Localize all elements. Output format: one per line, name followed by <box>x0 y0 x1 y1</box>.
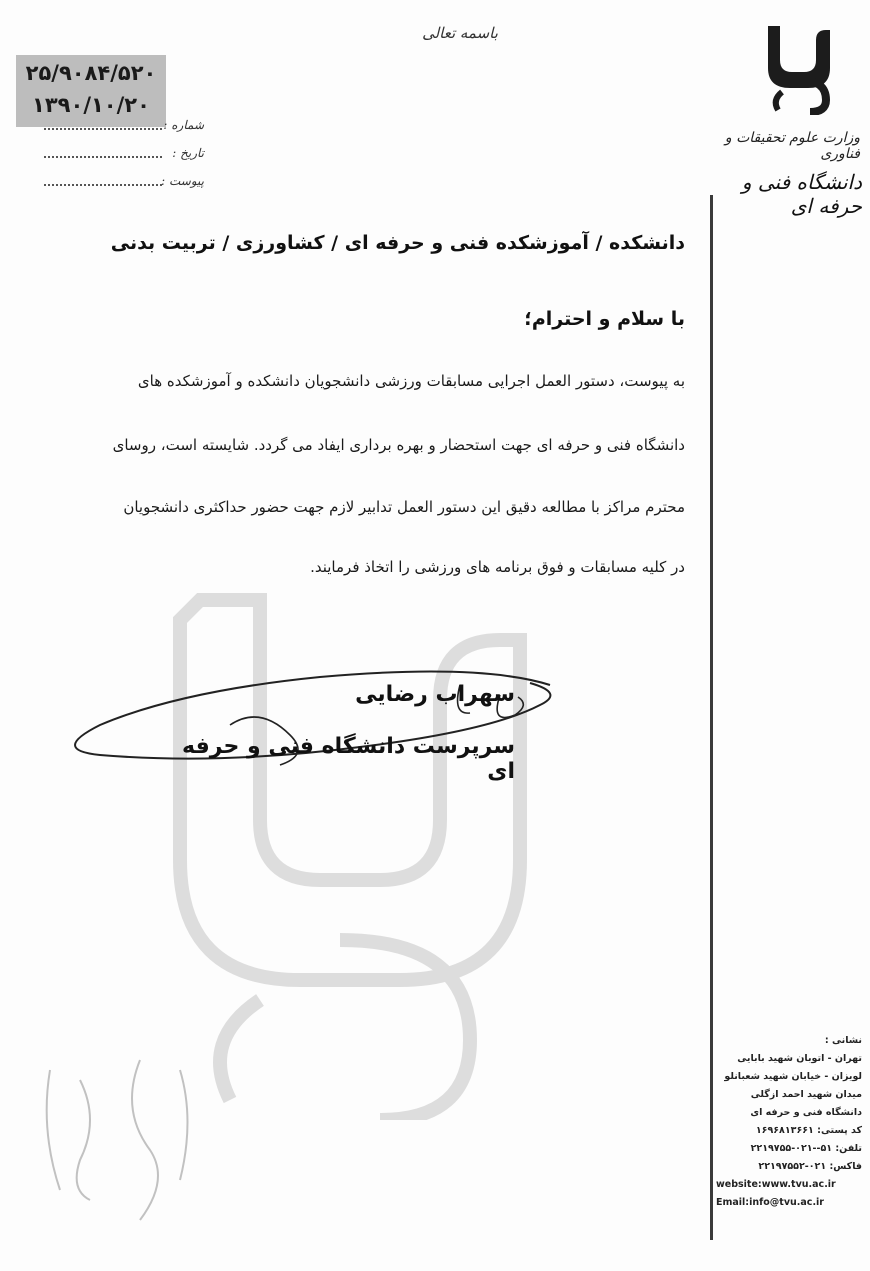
contact-address-block <box>716 1032 862 1212</box>
meta-date-label: تاریخ : <box>172 146 204 160</box>
address-line: لویزان - خیابان شهید شعبانلو <box>724 1071 862 1082</box>
ministry-name: وزارت علوم تحقیقات و فناوری <box>724 130 860 162</box>
university-name: دانشگاه فنی و حرفه ای <box>741 170 862 218</box>
university-logo-icon <box>760 20 850 115</box>
letter-body-line: دانشگاه فنی و حرفه ای جهت استحضار و بهره برداری ایفاد می گردد. شایسته است، روسای <box>112 436 685 454</box>
signer-name: سهراب رضایی <box>355 682 515 707</box>
invocation-heading: باسمه تعالی <box>422 24 498 42</box>
meta-date-dots <box>44 156 162 158</box>
meta-attachment-label: پیوست : <box>161 174 204 188</box>
letter-body-line: محترم مراکز با مطالعه دقیق این دستور العمل تدابیر لازم جهت حضور حداکثری دانشجویان <box>123 498 685 516</box>
phone-number: تلفن: ۵۱--۰۲۱-۲۲۱۹۷۵۵ <box>750 1143 862 1154</box>
margin-handwriting <box>20 1030 220 1230</box>
meta-attachment-field <box>44 174 204 194</box>
address-line: دانشگاه فنی و حرفه ای <box>750 1107 862 1118</box>
stamp-number: ۲۵/۹۰۸۴/۵۲۰ <box>25 61 157 85</box>
meta-date-field <box>44 146 204 166</box>
letter-greeting: با سلام و احترام؛ <box>524 308 685 330</box>
stamp-date: ۱۳۹۰/۱۰/۲۰ <box>32 93 150 117</box>
address-heading: نشانی : <box>824 1035 862 1046</box>
meta-number-field <box>44 118 204 138</box>
address-line: تهران - اتوبان شهید بابایی <box>737 1053 862 1064</box>
postal-code: کد پستی: ۱۶۹۶۸۱۳۶۶۱ <box>755 1125 862 1136</box>
meta-number-label: شماره : <box>163 118 204 132</box>
letter-body-line: به پیوست، دستور العمل اجرایی مسابقات ورزشی دانشجویان دانشکده و آموزشکده های <box>137 372 685 390</box>
signer-title: سرپرست دانشگاه فنی و حرفه ای <box>182 734 515 784</box>
letter-body-line: در کلیه مسابقات و فوق برنامه های ورزشی را اتخاذ فرمایند. <box>310 558 685 576</box>
fax-number: فاکس: ۰۲۱-۲۲۱۹۷۵۵۲ <box>758 1161 862 1172</box>
margin-divider <box>710 195 713 1240</box>
meta-number-dots <box>44 128 162 130</box>
website-link[interactable]: website:www.tvu.ac.ir <box>716 1179 836 1190</box>
reference-stamp <box>16 55 166 127</box>
address-line: میدان شهید احمد ازگلی <box>750 1089 862 1100</box>
meta-attachment-dots <box>44 184 162 186</box>
letter-recipient: دانشکده / آموزشکده فنی و حرفه ای / کشاورزی / تربیت بدنی <box>110 232 685 254</box>
email-link[interactable]: Email:info@tvu.ac.ir <box>716 1197 824 1208</box>
